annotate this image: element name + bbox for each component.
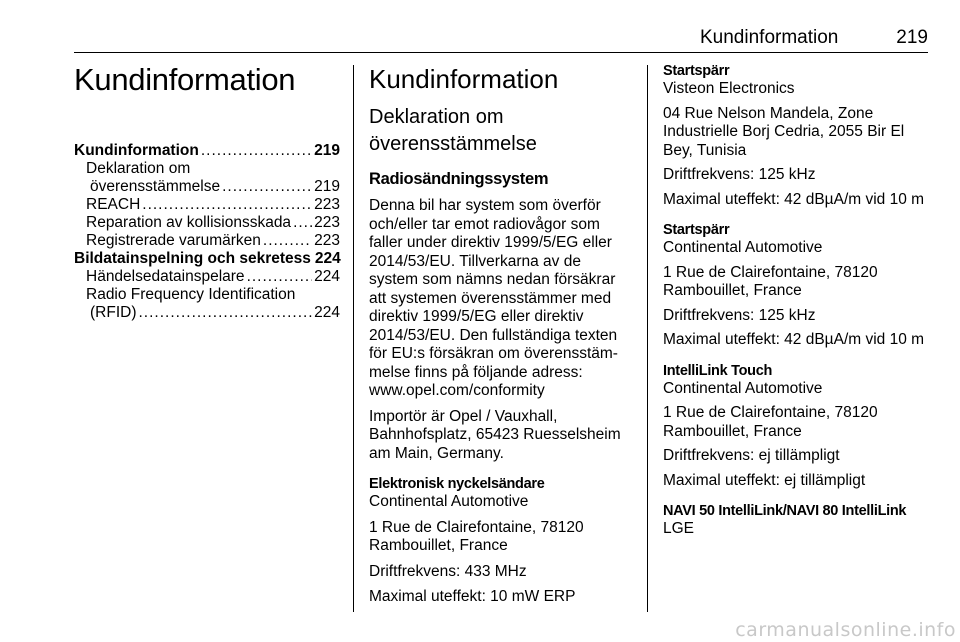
- toc-leader-dots: [222, 178, 312, 196]
- toc-entry-page: 223: [314, 214, 340, 231]
- toc-entry-title: Kundinformation: [74, 142, 199, 159]
- device-maker: Visteon Electronics: [663, 80, 795, 97]
- device-power: Maximal uteffekt: 42 dBµA/m vid 10 m: [663, 190, 925, 208]
- device-frequency: Driftfrekvens: 433 MHz: [369, 562, 527, 580]
- header-rule: [74, 52, 928, 53]
- device-name: NAVI 50 IntelliLink/NAVI 80 IntelliLink: [663, 503, 907, 519]
- device-maker: LGE: [663, 520, 695, 537]
- device-power: Maximal uteffekt: ej tillämpligt: [663, 471, 866, 489]
- right-column: [663, 62, 931, 545]
- toc-entry[interactable]: [74, 214, 340, 232]
- toc-entry-title: Händelsedatainspelare: [86, 268, 245, 285]
- section-title: Deklaration om överensstämmelse: [369, 106, 537, 155]
- importer-paragraph: Importör är Opel / Vauxhall, Bahnhofsplatz, 65423 Ruesselsheim am Main, Germany.: [369, 407, 621, 462]
- toc-entry-page: 224: [314, 268, 340, 285]
- toc-leader-dots: [263, 232, 312, 250]
- toc-entry-title: Bildatainspelning och sekretess: [74, 250, 311, 267]
- toc-entry-title: REACH: [86, 196, 141, 213]
- device-name: Startspärr: [663, 63, 730, 79]
- running-head: [700, 27, 928, 49]
- toc-entry[interactable]: [74, 232, 340, 250]
- toc-entry-page: 224: [314, 304, 340, 321]
- toc-entry[interactable]: [74, 142, 340, 160]
- toc-entry[interactable]: [74, 160, 340, 178]
- chapter-title: Kundinformation: [369, 64, 559, 94]
- device-maker: Continental Automotive: [369, 493, 529, 510]
- toc-entry-page: 223: [314, 196, 340, 213]
- toc-entry-title: Radio Frequency Identification: [86, 286, 296, 303]
- toc-entry-title: överensstämmelse: [90, 178, 221, 195]
- toc-entry-page: 219: [314, 142, 340, 159]
- device-address: 1 Rue de Clairefontaine, 78120 Rambouillet, France: [663, 404, 878, 440]
- toc-entry-title: (RFID): [90, 304, 137, 321]
- toc-entry[interactable]: [74, 304, 340, 322]
- toc-list: [74, 142, 340, 322]
- toc-entry[interactable]: [74, 250, 340, 268]
- device-power: Maximal uteffekt: 42 dBµA/m vid 10 m: [663, 331, 925, 348]
- toc-leader-dots: [293, 214, 312, 232]
- device-address: 04 Rue Nelson Mandela, Zone Industrielle Borj Cedria, 2055 Bir El Bey, Tunisia: [663, 104, 905, 159]
- column-divider-2: [647, 65, 648, 612]
- toc-leader-dots: [247, 268, 313, 286]
- toc-entry-page: 223: [314, 232, 340, 249]
- toc-entry-title: Reparation av kollisionsskada: [86, 214, 292, 231]
- toc-leader-dots: [201, 142, 312, 160]
- middle-column: [369, 62, 631, 614]
- device-name: Startspärr: [663, 222, 730, 238]
- device-power: Maximal uteffekt: 10 mW ERP: [369, 588, 576, 605]
- toc-leader-dots: [139, 304, 313, 322]
- device-name: Elektronisk nyckelsändare: [369, 476, 545, 492]
- toc-entry-title: Registrerade varumärken: [86, 232, 261, 249]
- page-number: 219: [896, 27, 928, 48]
- intro-paragraph: Denna bil har system som överför och/eller tar emot radiovågor som faller under direktiv 1999/5/EG eller 2014/53/EU. Tillverkarna av de system som nämns nedan försäkrar att systemen överensstämmer med direktiv 1999/5/EG eller direktiv 2014/53/EU. Den fullständiga texten för EU:s försäkran om överensstäm-melse finns på följande adress: www.opel.com/conformity: [369, 197, 618, 399]
- device-maker: Continental Automotive: [663, 239, 823, 256]
- device-frequency: Driftfrekvens: ej tillämpligt: [663, 447, 840, 464]
- device-frequency: Driftfrekvens: 125 kHz: [663, 306, 816, 324]
- device-frequency: Driftfrekvens: 125 kHz: [663, 166, 816, 183]
- toc-heading: Kundinformation: [74, 62, 296, 97]
- toc-entry[interactable]: [74, 196, 340, 214]
- toc-entry[interactable]: [74, 268, 340, 286]
- device-address: 1 Rue de Clairefontaine, 78120 Rambouillet, France: [663, 263, 878, 299]
- toc-entry[interactable]: [74, 286, 340, 304]
- toc-entry-title: Deklaration om: [86, 160, 191, 177]
- column-divider-1: [353, 65, 354, 612]
- toc-leader-dots: [142, 196, 312, 214]
- device-address: 1 Rue de Clairefontaine, 78120 Rambouillet, France: [369, 518, 584, 554]
- subsection-title: Radiosändningssystem: [369, 170, 549, 188]
- device-maker: Continental Automotive: [663, 379, 823, 397]
- toc-entry-page: 219: [314, 178, 340, 195]
- watermark: carmanualsonline.info: [735, 619, 956, 641]
- toc-entry-page: 224: [314, 250, 341, 267]
- toc-column: [74, 62, 340, 322]
- running-head-title: Kundinformation: [700, 27, 839, 48]
- device-name: IntelliLink Touch: [663, 362, 773, 379]
- toc-entry[interactable]: [74, 178, 340, 196]
